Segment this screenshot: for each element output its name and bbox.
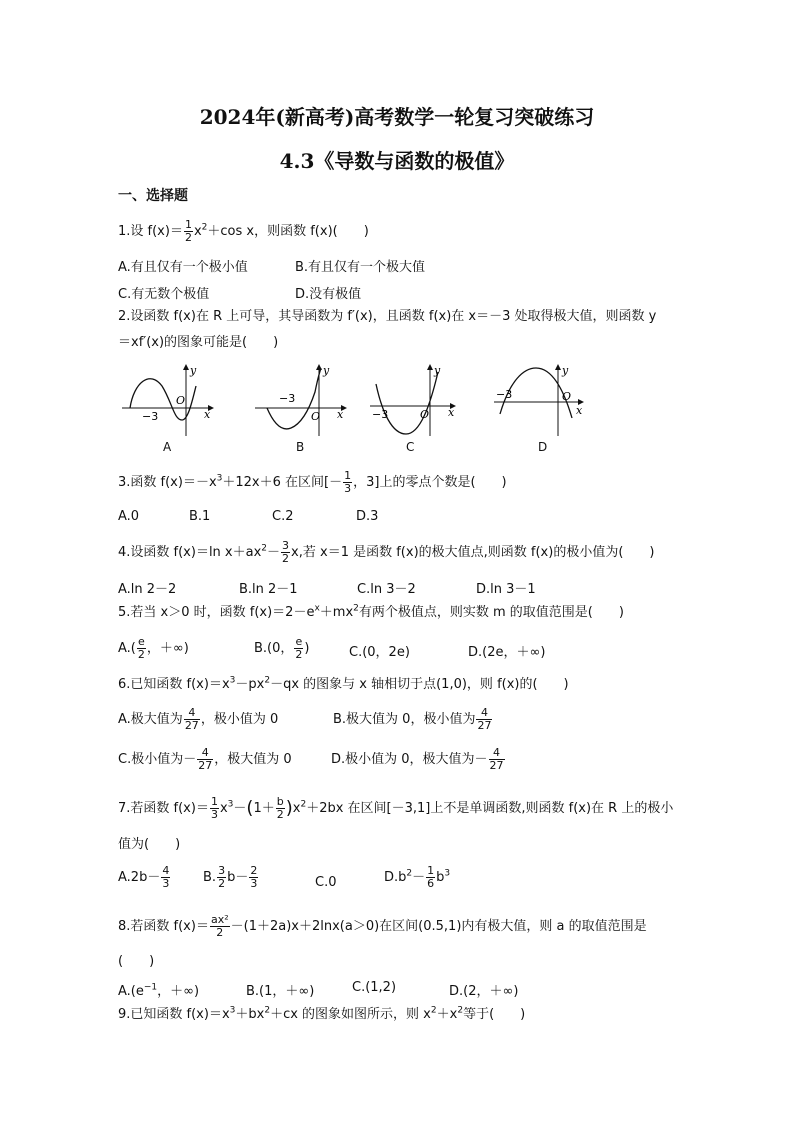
graph-c-x-label: x bbox=[448, 406, 455, 419]
question-2-line-1: 2.设函数 f(x)在 R 上可导，其导函数为 f′(x)，且函数 f(x)在 x＝－3 处取得极大值，则函数 y bbox=[118, 309, 657, 324]
graph-b-label: B bbox=[296, 440, 305, 454]
q6-option-c[interactable] bbox=[118, 747, 292, 772]
q1-sup: 2 bbox=[201, 222, 208, 233]
q5-b-text-a: B.(0， bbox=[254, 641, 294, 656]
question-8 bbox=[118, 914, 647, 939]
graph-c-label: C bbox=[406, 440, 415, 454]
q4-option-c[interactable]: C.ln 3－2 bbox=[357, 582, 416, 597]
q8-option-b[interactable]: B.(1，＋∞) bbox=[246, 984, 315, 999]
q1-text-c: ＋cos x，则函数 f(x)( ) bbox=[207, 224, 369, 239]
q5-option-c[interactable]: C.(0，2e) bbox=[349, 645, 410, 660]
question-6 bbox=[118, 676, 569, 694]
q6-c-text-b: ，极大值为 0 bbox=[214, 752, 292, 767]
q7-d-sup-1: 2 bbox=[406, 868, 413, 879]
q5-a-text-a: A.( bbox=[118, 641, 136, 656]
q4-option-d[interactable]: D.ln 3－1 bbox=[476, 582, 536, 597]
q7-frac2-den: 2 bbox=[276, 808, 284, 821]
q7-b-fraction-1 bbox=[217, 865, 226, 890]
q8-a-text-b: ，＋∞) bbox=[157, 984, 200, 999]
q7-fraction-2 bbox=[276, 796, 285, 821]
q7-text-b: x bbox=[219, 801, 228, 816]
q6-c-fraction bbox=[197, 747, 213, 772]
q1-frac-den: 2 bbox=[184, 231, 192, 244]
q7-a-frac-den: 3 bbox=[162, 877, 170, 890]
q7-frac2-num: b bbox=[276, 795, 284, 808]
graph-b-neg3: −3 bbox=[279, 392, 296, 405]
q7-b-frac1-den: 2 bbox=[218, 877, 226, 890]
q3-frac-den: 3 bbox=[344, 482, 352, 495]
q7-frac1-den: 3 bbox=[210, 808, 218, 821]
graph-c-curve bbox=[376, 372, 438, 434]
q4-option-b[interactable]: B.ln 2－1 bbox=[239, 582, 298, 597]
q9-sup-1: 3 bbox=[229, 1005, 236, 1016]
q4-sup: 2 bbox=[261, 543, 268, 554]
question-4 bbox=[118, 540, 654, 565]
q3-option-a[interactable]: A.0 bbox=[118, 509, 140, 524]
q7-b-text-b: b－ bbox=[227, 870, 249, 885]
q4-text-b: － bbox=[267, 545, 281, 560]
q7-frac1-num: 1 bbox=[210, 795, 218, 808]
q3-fraction bbox=[343, 470, 352, 495]
q4-text-a: 4.设函数 f(x)＝ln x＋ax bbox=[118, 545, 262, 560]
question-7-line-2: 值为( ) bbox=[118, 837, 181, 852]
q7-option-d[interactable] bbox=[384, 865, 450, 890]
q4-frac-den: 2 bbox=[282, 552, 290, 565]
q6-d-frac-den: 27 bbox=[489, 759, 504, 772]
q7-d-frac-num: 1 bbox=[427, 864, 435, 877]
q1-text-b: x bbox=[193, 224, 202, 239]
q6-c-frac-den: 27 bbox=[198, 759, 213, 772]
q6-text-a: 6.已知函数 f(x)＝x bbox=[118, 677, 230, 692]
q6-d-fraction bbox=[489, 747, 505, 772]
q6-a-fraction bbox=[184, 707, 200, 732]
q3-option-d[interactable]: D.3 bbox=[356, 509, 379, 524]
q6-d-text-a: D.极小值为 0，极大值为－ bbox=[331, 752, 488, 767]
q7-d-frac-den: 6 bbox=[427, 877, 435, 890]
q7-b-frac2-den: 3 bbox=[250, 877, 258, 890]
q6-text-b: －px bbox=[235, 677, 265, 692]
graph-c-y-arrow bbox=[427, 364, 433, 370]
q3-option-c[interactable]: C.2 bbox=[272, 509, 294, 524]
q6-a-text-a: A.极大值为 bbox=[118, 712, 183, 727]
q6-b-frac-den: 27 bbox=[477, 719, 492, 732]
q6-a-text-b: ，极小值为 0 bbox=[200, 712, 279, 727]
graph-d-x-label: x bbox=[576, 404, 583, 417]
q3-option-b[interactable]: B.1 bbox=[189, 509, 211, 524]
q6-sup-1: 3 bbox=[229, 675, 236, 686]
q5-b-frac-num: e bbox=[295, 635, 303, 648]
graph-a[interactable] bbox=[120, 362, 220, 438]
q9-text-e: 等于( ) bbox=[463, 1007, 526, 1022]
q7-option-a[interactable] bbox=[118, 865, 171, 890]
q7-b-frac2-num: 2 bbox=[250, 864, 258, 877]
q7-a-fraction bbox=[161, 865, 170, 890]
q5-sup-1: x bbox=[314, 603, 320, 614]
q8-frac-num: ax² bbox=[210, 913, 229, 926]
q1-option-b[interactable]: B.有且仅有一个极大值 bbox=[295, 260, 426, 275]
graph-b-y-label: y bbox=[323, 364, 330, 377]
q5-option-a[interactable] bbox=[118, 636, 189, 661]
q7-option-c[interactable]: C.0 bbox=[315, 875, 337, 890]
graph-c[interactable] bbox=[368, 362, 464, 438]
q7-sup-1: 3 bbox=[227, 799, 234, 810]
question-7 bbox=[118, 796, 673, 821]
q5-b-fraction bbox=[294, 636, 303, 661]
q7-b-frac1-num: 3 bbox=[218, 864, 226, 877]
document-subtitle: 4.3《导数与函数的极值》 bbox=[279, 149, 515, 173]
q5-option-d[interactable]: D.(2e，＋∞) bbox=[468, 645, 546, 660]
q3-text-a: 3.函数 f(x)＝－x bbox=[118, 475, 217, 490]
q1-frac-num: 1 bbox=[184, 218, 192, 231]
q4-fraction bbox=[281, 540, 290, 565]
q5-a-frac-den: 2 bbox=[137, 648, 145, 661]
graph-a-x-label: x bbox=[204, 408, 211, 421]
q6-option-a[interactable] bbox=[118, 707, 278, 732]
q8-option-d[interactable]: D.(2，＋∞) bbox=[449, 984, 519, 999]
graph-d-label: D bbox=[538, 440, 548, 454]
graph-b[interactable] bbox=[253, 362, 353, 438]
q1-option-a[interactable]: A.有且仅有一个极小值 bbox=[118, 260, 248, 275]
q6-a-frac-num: 4 bbox=[184, 707, 200, 720]
q7-sup-2: 2 bbox=[300, 799, 307, 810]
question-2-line-2: ＝xf′(x)的图象可能是( ) bbox=[118, 335, 279, 350]
graph-b-x-label: x bbox=[337, 408, 344, 421]
q5-sup-2: 2 bbox=[353, 603, 359, 614]
q5-option-b[interactable] bbox=[254, 636, 309, 661]
graph-a-origin: O bbox=[176, 394, 186, 407]
q5-text-b: ＋mx bbox=[319, 605, 354, 620]
q5-a-text-b: ，＋∞) bbox=[146, 641, 189, 656]
graph-c-origin: O bbox=[420, 408, 430, 421]
document-title: 2024年(新高考)高考数学一轮复习突破练习 bbox=[199, 105, 595, 129]
q6-option-d[interactable] bbox=[331, 747, 506, 772]
q5-text-a: 5.若当 x＞0 时，函数 f(x)＝2－e bbox=[118, 605, 315, 620]
q1-option-d[interactable]: D.没有极值 bbox=[295, 287, 362, 302]
graph-a-y-label: y bbox=[190, 364, 197, 377]
q9-text-d: ＋x bbox=[436, 1007, 458, 1022]
q9-sup-3: 2 bbox=[430, 1005, 437, 1016]
q6-c-text-a: C.极小值为－ bbox=[118, 752, 197, 767]
question-9 bbox=[118, 1006, 525, 1024]
q8-text-a: 8.若函数 f(x)＝ bbox=[118, 919, 209, 934]
q7-option-b[interactable] bbox=[203, 865, 259, 890]
q6-c-frac-num: 4 bbox=[197, 747, 213, 760]
graph-c-neg3: −3 bbox=[372, 408, 389, 421]
q3-frac-num: 1 bbox=[344, 469, 352, 482]
q5-a-frac-num: e bbox=[137, 635, 145, 648]
q8-option-a[interactable] bbox=[118, 980, 199, 999]
graph-b-origin: O bbox=[311, 410, 321, 423]
q7-d-text-c: b bbox=[436, 870, 445, 885]
q8-fraction bbox=[210, 914, 230, 939]
graph-c-y-label: y bbox=[434, 364, 441, 377]
q7-b-text-a: B. bbox=[203, 870, 217, 885]
question-1 bbox=[118, 219, 369, 244]
q8-a-text-a: A.(e bbox=[118, 984, 144, 999]
q7-a-frac-num: 4 bbox=[162, 864, 170, 877]
q4-option-a[interactable]: A.ln 2－2 bbox=[118, 582, 177, 597]
question-8-line-2: ( ) bbox=[118, 954, 155, 969]
q9-text-b: ＋bx bbox=[235, 1007, 265, 1022]
q6-text-c: －qx 的图象与 x 轴相切于点(1,0)，则 f(x)的( ) bbox=[270, 677, 569, 692]
q1-text-a: 1.设 f(x)＝ bbox=[118, 224, 183, 239]
q7-b-fraction-2 bbox=[249, 865, 258, 890]
q5-text-c: 有两个极值点，则实数 m 的取值范围是( ) bbox=[358, 605, 624, 620]
graph-d-neg3: −3 bbox=[496, 388, 513, 401]
q5-a-fraction bbox=[137, 636, 146, 661]
q6-b-text-a: B.极大值为 0，极小值为 bbox=[333, 712, 476, 727]
q8-option-c[interactable]: C.(1,2) bbox=[352, 980, 397, 995]
q1-fraction bbox=[184, 219, 193, 244]
q7-left-paren: ( bbox=[246, 797, 254, 819]
q6-a-frac-den: 27 bbox=[184, 719, 199, 732]
graph-d-y-label: y bbox=[562, 364, 569, 377]
q5-b-frac-den: 2 bbox=[295, 648, 303, 661]
q7-text-c: － bbox=[233, 801, 247, 816]
q7-a-text-a: A.2b－ bbox=[118, 870, 161, 885]
graph-a-label: A bbox=[163, 440, 172, 454]
q7-text-d: 1＋ bbox=[253, 801, 275, 816]
question-5 bbox=[118, 604, 624, 622]
q8-frac-den: 2 bbox=[216, 926, 224, 939]
q6-sup-2: 2 bbox=[264, 675, 271, 686]
q1-option-c[interactable]: C.有无数个极值 bbox=[118, 287, 210, 302]
q7-d-sup-2: 3 bbox=[444, 868, 451, 879]
q7-d-fraction bbox=[426, 865, 435, 890]
graph-d-y-arrow bbox=[555, 364, 561, 370]
q3-text-c: ，3]上的零点个数是( ) bbox=[353, 475, 507, 490]
q7-text-a: 7.若函数 f(x)＝ bbox=[118, 801, 209, 816]
q7-right-paren: ) bbox=[285, 797, 293, 819]
q6-option-b[interactable] bbox=[333, 707, 493, 732]
q7-d-text-a: D.b bbox=[384, 870, 407, 885]
q4-frac-num: 3 bbox=[282, 539, 290, 552]
graph-a-neg3: −3 bbox=[142, 410, 159, 423]
graph-a-y-arrow bbox=[183, 364, 189, 370]
q7-text-f: ＋2bx 在区间[－3,1]上不是单调函数,则函数 f(x)在 R 上的极小 bbox=[306, 801, 674, 816]
graph-d[interactable] bbox=[492, 362, 592, 438]
graph-d-origin: O bbox=[562, 390, 572, 403]
q3-text-b: ＋12x＋6 在区间[－ bbox=[222, 475, 343, 490]
q9-text-a: 9.已知函数 f(x)＝x bbox=[118, 1007, 230, 1022]
q5-b-text-b: ) bbox=[304, 641, 310, 656]
q8-text-b: －(1＋2a)x＋2lnx(a＞0)在区间(0.5,1)内有极大值，则 a 的取值范围是 bbox=[230, 919, 647, 934]
q4-text-c: x,若 x＝1 是函数 f(x)的极大值点,则函数 f(x)的极小值为( ) bbox=[291, 545, 655, 560]
q6-b-frac-num: 4 bbox=[476, 707, 492, 720]
q8-a-sup: −1 bbox=[143, 982, 158, 993]
q6-d-frac-num: 4 bbox=[489, 747, 505, 760]
q6-b-fraction bbox=[476, 707, 492, 732]
q7-fraction-1 bbox=[210, 796, 219, 821]
q3-sup: 3 bbox=[216, 473, 223, 484]
question-3 bbox=[118, 470, 507, 495]
section-heading: 一、选择题 bbox=[118, 188, 188, 204]
q9-sup-2: 2 bbox=[264, 1005, 271, 1016]
q7-d-text-b: － bbox=[412, 870, 426, 885]
q9-text-c: ＋cx 的图象如图所示，则 x bbox=[270, 1007, 431, 1022]
q9-sup-4: 2 bbox=[457, 1005, 464, 1016]
q7-text-e: x bbox=[292, 801, 301, 816]
